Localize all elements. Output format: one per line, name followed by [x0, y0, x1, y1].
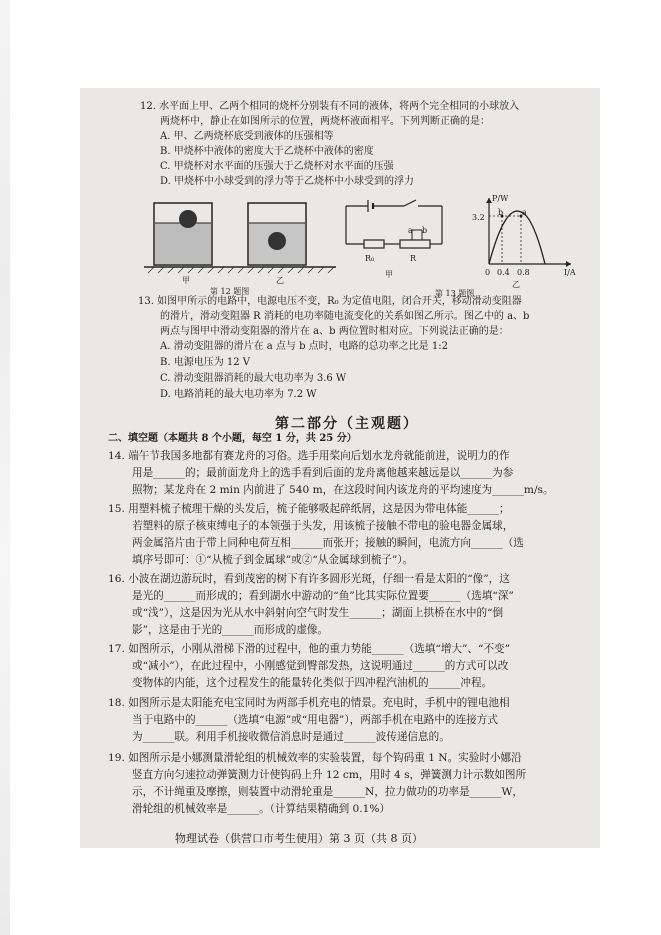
q17-line-1: 17. 如图所示，小刚从滑梯下滑的过程中，他的重力势能______（选填“增大”、“不变” [108, 643, 511, 655]
q14-line-3: 照物；某龙舟在 2 min 内前进了 540 m，在这段时间内该龙舟的平均速度为______m/s。 [132, 484, 554, 496]
q13-stem-2: 的滑片，滑动变阻器 R 消耗的电功率随电流变化的关系如图乙所示。图乙中的 a、b [160, 311, 530, 322]
graph-point-a: a [522, 208, 527, 217]
beaker-label-jia: 甲 [182, 276, 190, 285]
q12-option-d: D. 甲烧杯中小球受到的浮力等于乙烧杯中小球受到的浮力 [160, 176, 415, 187]
circuit-label-r0: R₀ [365, 254, 375, 263]
q13-option-b: B. 电源电压为 12 V [160, 357, 251, 368]
graph-x-tick-1: 0.4 [497, 268, 510, 277]
q12-stem-2: 两烧杯中，静止在如图所示的位置，两烧杯液面相平。下列判断正确的是： [160, 116, 490, 127]
q13-stem-3: 两点与图甲中滑动变阻器的滑片在 a、b 两位置时相对应。下列说法正确的是： [160, 326, 509, 337]
q14-line-2: 用是______的；最前面龙舟上的选手看到后面的龙舟离他越来越远是以______为参 [132, 467, 514, 479]
circuit-diagram [342, 198, 447, 268]
q16-line-2: 是光的______而形成的；看到湖水中游动的“鱼”比其实际位置要______（选填“深” [132, 590, 514, 602]
graph-x-tick-0: 0 [485, 268, 491, 277]
q12-option-b: B. 甲烧杯中液体的密度大于乙烧杯中液体的密度 [160, 146, 374, 157]
q16-line-1: 16. 小波在湖边游玩时，看到茂密的树下有许多圆形光斑，仔细一看是太阳的“像”，这 [108, 573, 510, 585]
graph-x-tick-2: 0.8 [517, 268, 530, 277]
graph-caption: 乙 [512, 280, 520, 289]
q19-line-2: 竖直方向匀速拉动弹簧测力计使钩码上升 12 cm，用时 4 s，弹簧测力计示数如图所 [132, 769, 527, 781]
q18-line-2: 当于电路中的______（选填“电源”或“用电器”），两部手机在电路中的连接方式 [132, 714, 498, 726]
part2-title: 第二部分（主观题） [275, 416, 419, 432]
q12-option-a: A. 甲、乙两烧杯底受到液体的压强相等 [160, 131, 334, 142]
q19-line-1: 19. 如图所示是小娜测量滑轮组的机械效率的实验装置，每个钩码重 1 N。实验时小娜沿 [108, 752, 522, 764]
fig13-caption: 第 13 题图 [435, 289, 475, 298]
graph-ylabel: P/W [492, 194, 509, 203]
q13-stem-1: 13. 如图甲所示的电路中，电源电压不变，R₀ 为定值电阻，闭合开关，移动滑动变阻器 [138, 296, 522, 307]
q16-line-4: 影”，这是由于光的______而形成的虚像。 [132, 624, 329, 636]
q13-option-c: C. 滑动变阻器消耗的最大电功率为 3.6 W [160, 373, 347, 384]
circuit-label-b: b [422, 226, 428, 235]
circuit-caption: 甲 [385, 270, 393, 279]
q14-line-1: 14. 端午节我国多地都有赛龙舟的习俗。选手用桨向后划水龙舟就能前进，说明力的作 [108, 450, 510, 462]
q19-line-3: 示，不计绳重及摩擦，则装置中动滑轮重是______N，拉力做功的功率是______W， [132, 786, 523, 798]
q19-line-4: 滑轮组的机械效率是______。（计算结果精确到 0.1%） [132, 803, 391, 815]
q12-option-c: C. 甲烧杯对水平面的压强大于乙烧杯对水平面的压强 [160, 161, 394, 172]
q17-line-3: 变物体的内能，这个过程发生的能量转化类似于四冲程汽油机的______冲程。 [132, 677, 493, 689]
fig12-caption: 第 12 题图 [210, 287, 250, 296]
q18-line-3: 为______联。利用手机接收微信消息时是通过______波传递信息的。 [132, 731, 450, 743]
graph-point-b: b [498, 208, 504, 217]
q15-line-1: 15. 用塑料梳子梳理干燥的头发后，梳子能够吸起碎纸屑，这是因为带电体能______； [108, 503, 510, 515]
q15-line-2: 若塑料的原子核束缚电子的本领强于头发，用该梳子接触不带电的验电器金属球， [132, 520, 514, 532]
q17-line-2: 或“减小”），在此过程中，小刚感觉到臀部发热，这说明通过______的方式可以改 [132, 660, 509, 672]
q12-stem-1: 12. 水平面上甲、乙两个相同的烧杯分别装有不同的液体，将两个完全相同的小球放入 [140, 101, 520, 112]
circuit-label-a: a [408, 226, 413, 235]
circuit-label-r: R [410, 254, 417, 263]
q13-option-a: A. 滑动变阻器的滑片在 a 点与 b 点时，电路的总功率之比是 1:2 [160, 341, 448, 352]
q16-line-3: 或“浅”），这是因为光从水中斜射向空气时发生______；湖面上拱桥在水中的“倒 [132, 607, 504, 619]
graph-xlabel: I/A [564, 268, 576, 277]
beakers-figure [140, 193, 340, 288]
graph-y-tick: 3.2 [472, 213, 485, 222]
q15-line-4: 填序号即可：①“从梳子到金属球”或②“从金属球到梳子”）。 [132, 554, 414, 566]
page-footer: 物理试卷（供营口市考生使用）第 3 页（共 8 页） [175, 832, 423, 845]
left-edge-blur [0, 0, 10, 935]
beaker-label-yi: 乙 [276, 276, 284, 285]
q15-line-3: 两金属箔片由于带上同种电荷互相______而张开；接触的瞬间，电流方向______（选 [132, 537, 524, 549]
exam-page [80, 88, 600, 848]
q18-line-1: 18. 如图所示是太阳能充电宝同时为两部手机充电的情景。充电时，手机中的锂电池相 [108, 697, 510, 709]
q13-option-d: D. 电路消耗的最大电功率为 7.2 W [160, 389, 317, 400]
section-heading: 二、填空题（本题共 8 个小题，每空 1 分，共 25 分） [108, 433, 357, 444]
